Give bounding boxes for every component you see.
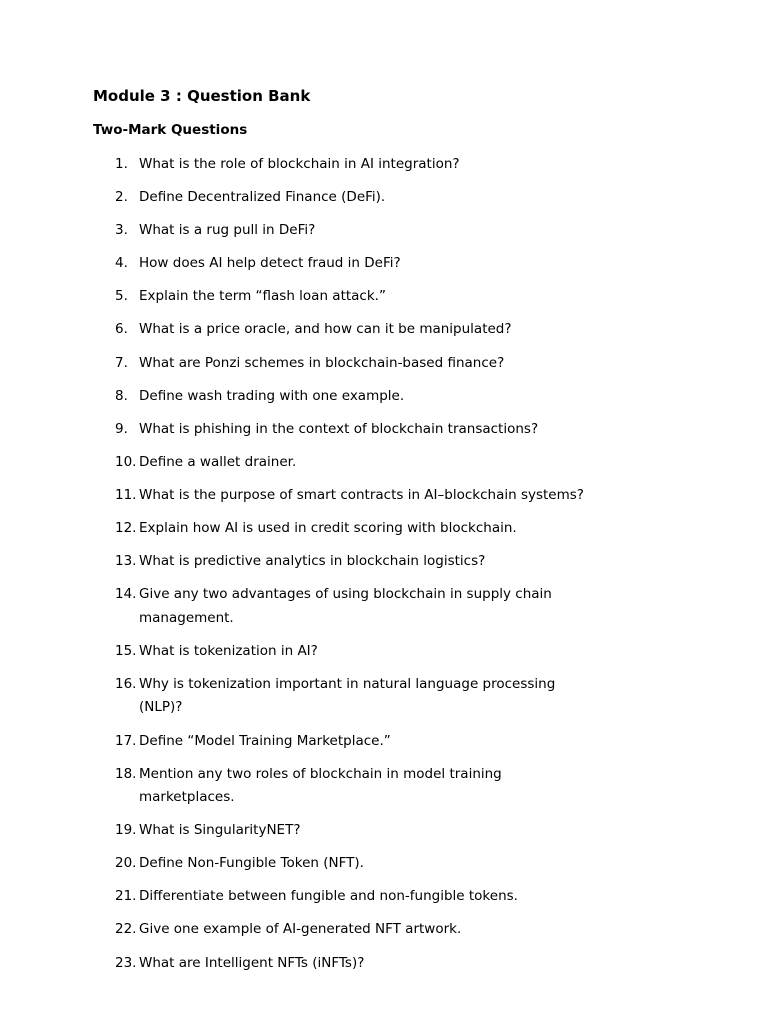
question-item — [0, 318, 768, 342]
question-item — [0, 918, 768, 942]
question-item — [0, 186, 768, 210]
question-number: 6. — [115, 321, 128, 338]
question-text: What is phishing in the context of blockchain transactions? — [139, 420, 539, 437]
question-number: 14. — [115, 586, 137, 603]
module-title: Module 3 : Question Bank — [93, 87, 311, 105]
question-item — [0, 673, 768, 720]
question-number: 5. — [115, 288, 128, 305]
question-text: Define Decentralized Finance (DeFi). — [139, 189, 386, 206]
question-text: What are Intelligent NFTs (iNFTs)? — [139, 954, 365, 971]
question-item — [0, 517, 768, 541]
question-item — [0, 451, 768, 475]
question-item — [0, 952, 768, 976]
question-text: Explain how AI is used in credit scoring with blockchain. — [139, 520, 517, 537]
question-item — [0, 385, 768, 409]
question-number: 7. — [115, 354, 128, 371]
question-text: Why is tokenization important in natural language processing (NLP)? — [139, 675, 556, 716]
question-text: What is the role of blockchain in AI integration? — [139, 156, 460, 172]
question-text: Differentiate between fungible and non-fungible tokens. — [139, 888, 518, 905]
question-number: 3. — [115, 222, 128, 239]
question-text: Define wash trading with one example. — [139, 387, 405, 404]
question-item — [0, 640, 768, 664]
question-text: What are Ponzi schemes in blockchain-based finance? — [139, 354, 505, 371]
question-number: 11. — [115, 486, 137, 503]
question-item — [0, 252, 768, 276]
question-list — [0, 153, 768, 985]
question-item — [0, 885, 768, 909]
question-text: Explain the term “flash loan attack.” — [139, 288, 386, 305]
question-text: Define “Model Training Marketplace.” — [139, 732, 391, 749]
question-text: What is predictive analytics in blockchain logistics? — [139, 553, 486, 570]
question-item — [0, 819, 768, 843]
question-number: 8. — [115, 387, 128, 404]
question-item — [0, 583, 768, 630]
question-number: 20. — [115, 855, 137, 872]
question-item — [0, 484, 768, 508]
question-number: 2. — [115, 189, 128, 206]
section-title: Two-Mark Questions — [93, 122, 248, 138]
question-item — [0, 730, 768, 754]
question-text: What is a price oracle, and how can it be manipulated? — [139, 321, 512, 338]
question-text: What is a rug pull in DeFi? — [139, 222, 316, 239]
question-text: What is tokenization in AI? — [139, 642, 318, 659]
question-number: 10. — [115, 453, 137, 470]
question-number: 18. — [115, 765, 137, 782]
question-item — [0, 550, 768, 574]
question-text: What is the purpose of smart contracts in AI–blockchain systems? — [139, 486, 584, 503]
question-number: 23. — [115, 954, 137, 971]
question-item — [0, 418, 768, 442]
question-text: Give one example of AI-generated NFT artwork. — [139, 921, 462, 938]
question-item — [0, 852, 768, 876]
question-number: 22. — [115, 921, 137, 938]
question-number: 1. — [115, 156, 128, 172]
question-item — [0, 219, 768, 243]
question-item — [0, 153, 768, 177]
question-item — [0, 285, 768, 309]
question-number: 13. — [115, 553, 137, 570]
question-number: 21. — [115, 888, 137, 905]
question-number: 19. — [115, 822, 137, 839]
question-text: Define a wallet drainer. — [139, 453, 297, 470]
question-item — [0, 352, 768, 376]
question-text: What is SingularityNET? — [139, 822, 301, 839]
question-number: 9. — [115, 420, 128, 437]
question-text: Mention any two roles of blockchain in model training marketplaces. — [139, 765, 502, 806]
question-text: How does AI help detect fraud in DeFi? — [139, 255, 401, 272]
question-number: 16. — [115, 675, 137, 692]
question-number: 12. — [115, 520, 137, 537]
question-number: 17. — [115, 732, 137, 749]
question-item — [0, 763, 768, 810]
question-text: Define Non-Fungible Token (NFT). — [139, 855, 364, 872]
question-number: 15. — [115, 642, 137, 659]
question-text: Give any two advantages of using blockchain in supply chain management. — [139, 586, 552, 626]
question-number: 4. — [115, 255, 128, 272]
